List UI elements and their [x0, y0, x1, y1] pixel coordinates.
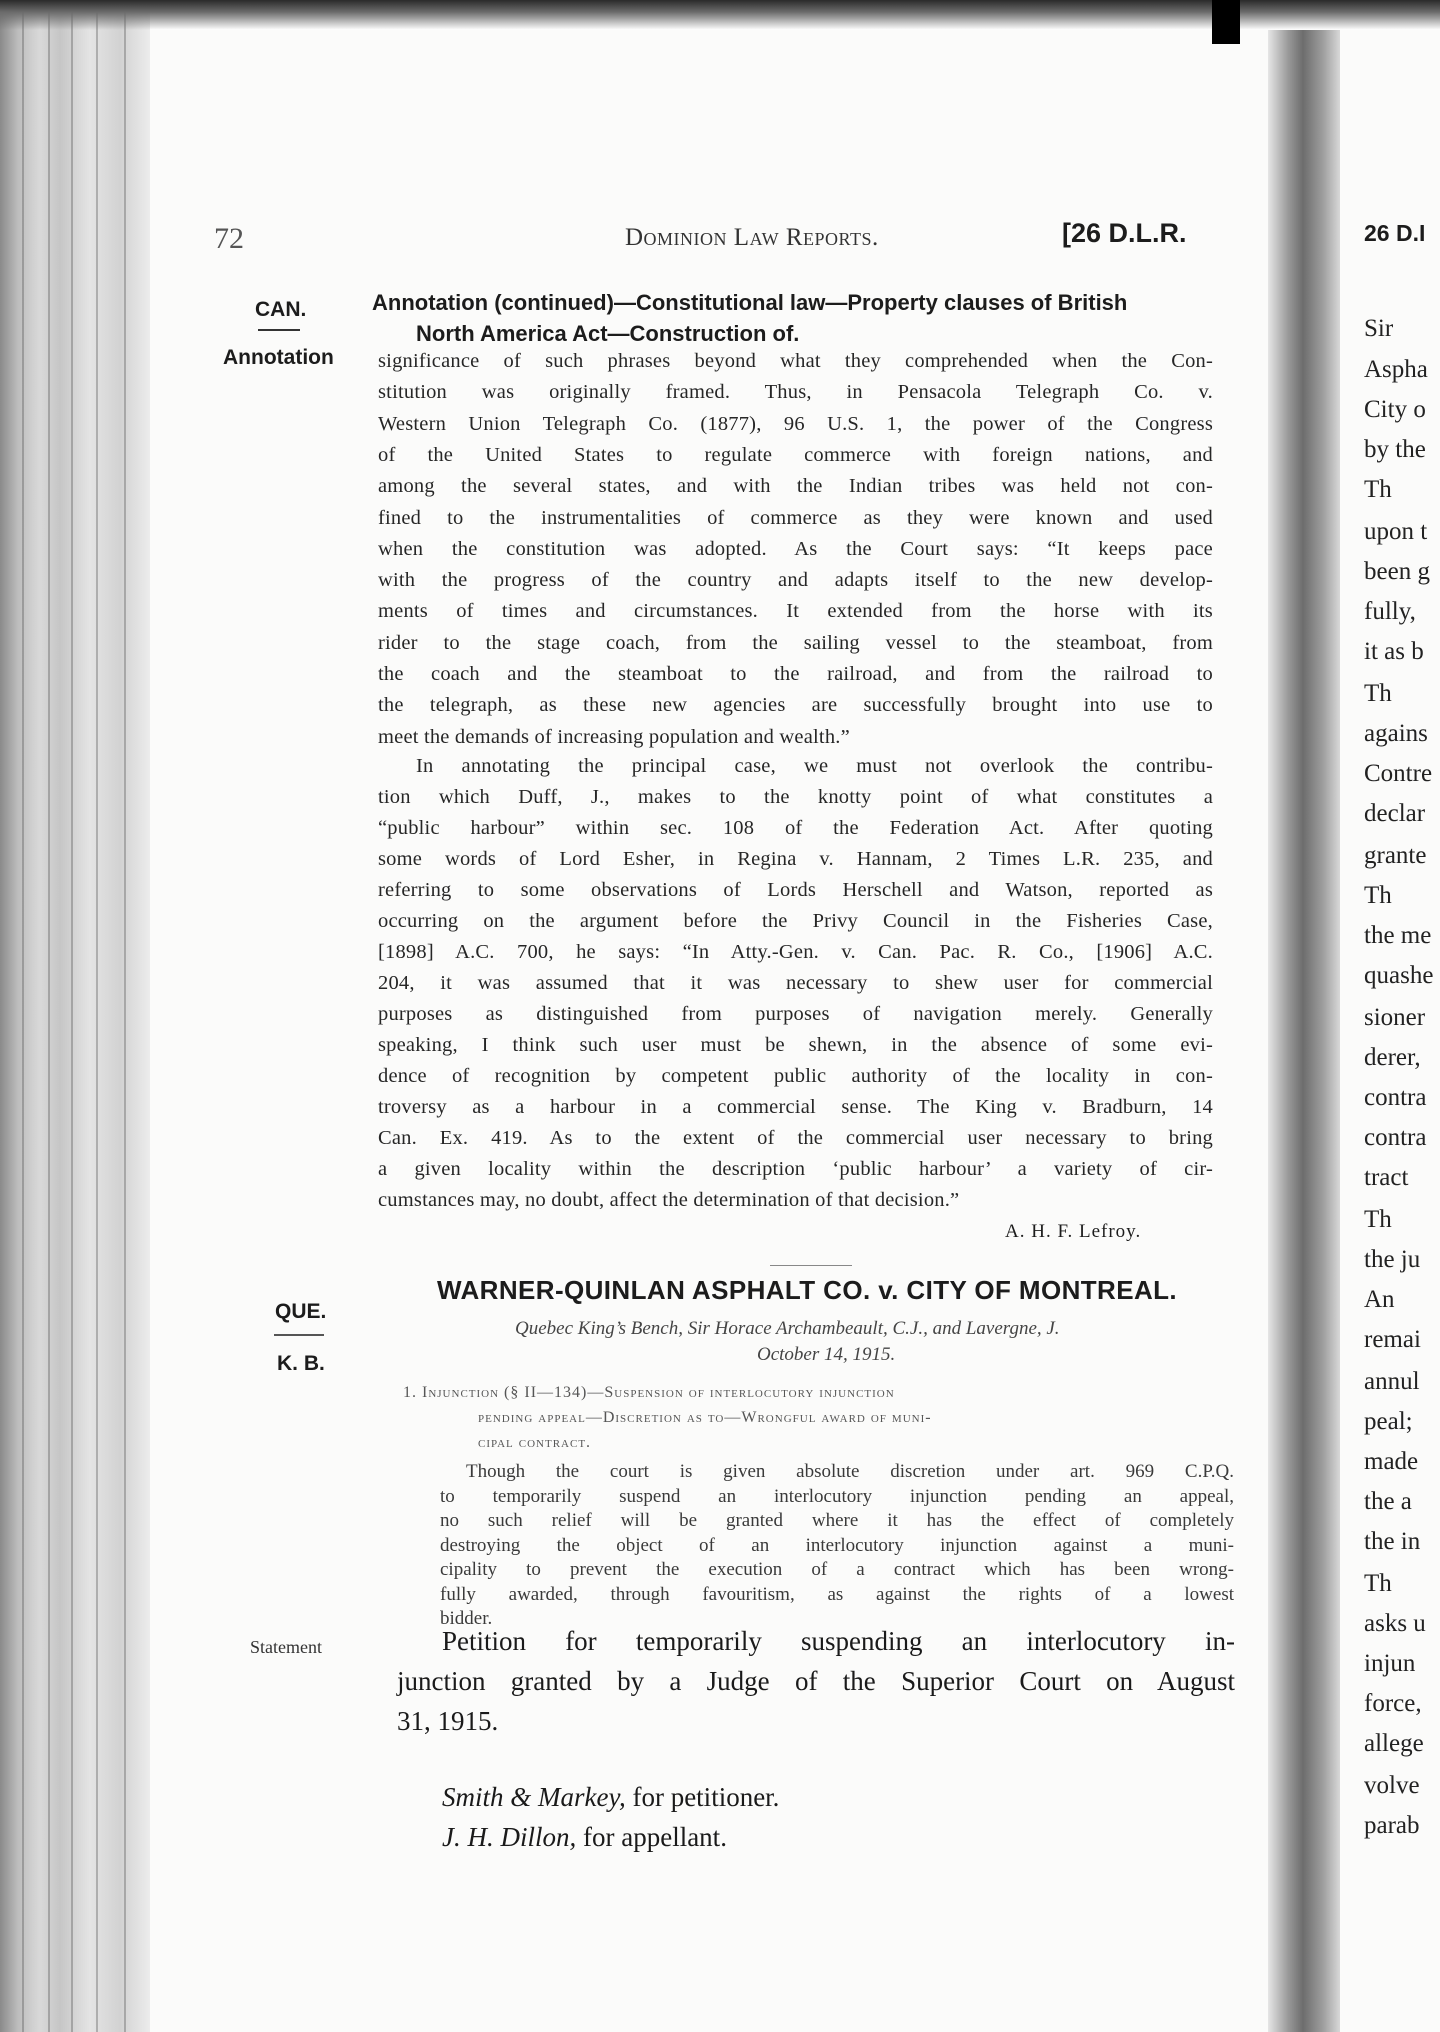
facing-page-fragment: Th [1364, 1570, 1392, 1597]
annotation-heading: Annotation (continued)—Constitutional law—Property clauses of British [372, 290, 1128, 315]
counsel-1-role: for petitioner. [625, 1782, 780, 1812]
section-divider [770, 1265, 852, 1266]
annotation-line: a given locality within the description ‘public harbour’ a variety of cir- [378, 1158, 1213, 1180]
headnote-key-line: cipal contract. [478, 1434, 592, 1451]
annotation-line: some words of Lord Esher, in Regina v. Hannam, 2 Times L.R. 235, and [378, 848, 1213, 870]
facing-page-fragment: derer, [1364, 1044, 1421, 1071]
annotation-line: purposes as distinguished from purposes of navigation merely. Generally [378, 1003, 1213, 1025]
facing-page-fragment: An [1364, 1286, 1395, 1313]
margin-jurisdiction-can: CAN. [255, 298, 307, 321]
headnote-text-line: Though the court is given absolute discretion under art. 969 C.P.Q. [466, 1461, 1234, 1482]
annotation-line: the telegraph, as these new agencies are successfully brought into use to [378, 694, 1213, 717]
counsel-2-role: for appellant. [576, 1822, 727, 1852]
case-date: October 14, 1915. [757, 1344, 896, 1365]
annotation-line: cumstances may, no doubt, affect the determination of that decision.” [378, 1189, 960, 1211]
page-number: 72 [214, 222, 244, 255]
facing-page-fragment: been g [1364, 558, 1430, 585]
annotation-line: tion which Duff, J., makes to the knotty point of what constitutes a [378, 786, 1213, 808]
margin-court-kb: K. B. [277, 1352, 325, 1375]
annotation-line: of the United States to regulate commerce with foreign nations, and [378, 443, 1213, 466]
annotation-line: speaking, I think such user must be shewn, in the absence of some evi- [378, 1034, 1213, 1056]
facing-page-fragment: agains [1364, 720, 1428, 747]
facing-page [1340, 30, 1440, 2032]
annotation-line: rider to the stage coach, from the sailing vessel to the steamboat, from [378, 631, 1213, 654]
headnote-text-line: destroying the object of an interlocutory injunction against a muni- [440, 1534, 1234, 1556]
volume-reference: [26 D.L.R. [1062, 218, 1187, 248]
annotation-line: significance of such phrases beyond what they comprehended when the Con- [378, 350, 1213, 372]
facing-page-fragment: by the [1364, 436, 1426, 463]
facing-page-fragment: annul [1364, 1368, 1420, 1395]
facing-page-fragment: contra [1364, 1084, 1427, 1111]
facing-page-fragment: made [1364, 1448, 1419, 1475]
annotation-line: troversy as a harbour in a commercial sense. The King v. Bradburn, 14 [378, 1096, 1213, 1118]
facing-page-fragment: grante [1364, 842, 1427, 869]
margin-jurisdiction-que: QUE. [275, 1300, 327, 1323]
facing-page-fragment: upon t [1364, 518, 1428, 545]
facing-page-fragment: the me [1364, 922, 1432, 949]
annotation-line: ments of times and circumstances. It extended from the horse with its [378, 600, 1213, 623]
statement-line: Petition for temporarily suspending an interlocutory in- [442, 1626, 1235, 1656]
headnote-text-line: fully awarded, through favouritism, as against the rights of a lowest [440, 1583, 1234, 1605]
annotation-line: 204, it was assumed that it was necessary to shew user for commercial [378, 972, 1213, 994]
statement-line: junction granted by a Judge of the Superior Court on August [397, 1666, 1235, 1696]
annotation-line: referring to some observations of Lords Herschell and Watson, reported as [378, 879, 1213, 901]
annotation-line: Western Union Telegraph Co. (1877), 96 U.S. 1, the power of the Congress [378, 412, 1213, 435]
annotation-line: meet the demands of increasing population and wealth.” [378, 725, 850, 748]
margin-annotation-label: Annotation [223, 346, 334, 369]
facing-page-fragment: the ju [1364, 1246, 1421, 1273]
facing-page-fragment: Th [1364, 1206, 1392, 1233]
gutter-shadow [1212, 0, 1240, 44]
annotation-line: stitution was originally framed. Thus, in Pensacola Telegraph Co. v. [378, 381, 1213, 404]
facing-page-fragment: declar [1364, 800, 1426, 827]
counsel-line-1 [442, 1782, 779, 1813]
facing-page-fragment: sioner [1364, 1004, 1426, 1031]
counsel-2-name: J. H. Dillon, [442, 1822, 577, 1852]
case-title: WARNER-QUINLAN ASPHALT CO. v. CITY OF MONTREAL. [437, 1275, 1178, 1305]
facing-page-fragment: quashe [1364, 962, 1434, 989]
annotation-heading-cont: North America Act—Construction of. [416, 321, 800, 346]
facing-page-fragment: remai [1364, 1326, 1421, 1353]
annotation-line: “public harbour” within sec. 108 of the Federation Act. After quoting [378, 817, 1213, 839]
facing-page-fragment: Aspha [1364, 356, 1428, 383]
annotation-line: when the constitution was adopted. As the Court says: “It keeps pace [378, 537, 1213, 560]
running-title: Dominion Law Reports. [625, 224, 879, 251]
facing-page-fragment: fully, [1364, 598, 1416, 625]
facing-page-heading: 26 D.I [1364, 220, 1426, 246]
facing-page-fragment: Contre [1364, 760, 1433, 787]
margin-rule [258, 329, 300, 331]
statement-line: 31, 1915. [397, 1706, 499, 1736]
book-gutter [1268, 30, 1340, 2032]
facing-page-fragment: contra [1364, 1124, 1427, 1151]
annotation-line: among the several states, and with the Indian tribes was held not con- [378, 475, 1213, 498]
facing-page-fragment: tract [1364, 1164, 1409, 1191]
annotation-line: with the progress of the country and adapts itself to the new develop- [378, 569, 1213, 592]
facing-page-fragment: Sir [1364, 315, 1394, 342]
headnote-text-line: no such relief will be granted where it has the effect of completely [440, 1510, 1234, 1531]
annotation-line: occurring on the argument before the Privy Council in the Fisheries Case, [378, 910, 1213, 932]
counsel-1-name: Smith & Markey, [442, 1782, 626, 1812]
counsel-line-2 [442, 1822, 727, 1853]
facing-page-fragment: Th [1364, 476, 1392, 503]
facing-page-fragment: Th [1364, 680, 1392, 707]
facing-page-fragment: allege [1364, 1730, 1424, 1757]
margin-rule-que [274, 1334, 324, 1336]
facing-page-fragment: volve [1364, 1772, 1420, 1799]
facing-page-fragment: parab [1364, 1812, 1420, 1839]
headnote-text-line: bidder. [440, 1608, 493, 1629]
facing-page-fragment: asks u [1364, 1610, 1426, 1637]
headnote-text-line: to temporarily suspend an interlocutory injunction pending an appeal, [440, 1485, 1234, 1507]
case-court: Quebec King’s Bench, Sir Horace Archambeault, C.J., and Lavergne, J. [515, 1318, 1060, 1339]
facing-page-fragment: force, [1364, 1690, 1422, 1717]
annotation-line: the coach and the steamboat to the railroad, and from the railroad to [378, 663, 1213, 685]
book-page-edges [0, 0, 150, 2032]
headnote-key-line: 1. Injunction (§ II—134)—Suspension of interlocutory injunction [403, 1384, 895, 1401]
annotation-line: In annotating the principal case, we must not overlook the contribu- [416, 755, 1213, 777]
facing-page-fragment: City o [1364, 396, 1426, 423]
facing-page-fragment: Th [1364, 882, 1392, 909]
annotation-line: fined to the instrumentalities of commerce as they were known and used [378, 506, 1213, 529]
facing-page-fragment: it as b [1364, 638, 1424, 665]
annotation-line: [1898] A.C. 700, he says: “In Atty.-Gen. v. Can. Pac. R. Co., [1906] A.C. [378, 941, 1213, 963]
facing-page-fragment: injun [1364, 1650, 1416, 1677]
facing-page-fragment: the in [1364, 1528, 1421, 1555]
headnote-key-line: pending appeal—Discretion as to—Wrongful award of muni- [478, 1409, 932, 1426]
annotation-signature: A. H. F. Lefroy. [1005, 1221, 1142, 1242]
headnote-text-line: cipality to prevent the execution of a contract which has been wrong- [440, 1559, 1234, 1580]
facing-page-fragment: peal; [1364, 1408, 1413, 1435]
annotation-line: dence of recognition by competent public authority of the locality in con- [378, 1065, 1213, 1087]
margin-statement-label: Statement [250, 1637, 322, 1657]
facing-page-fragment: the a [1364, 1488, 1412, 1515]
annotation-line: Can. Ex. 419. As to the extent of the commercial user necessary to bring [378, 1127, 1213, 1149]
